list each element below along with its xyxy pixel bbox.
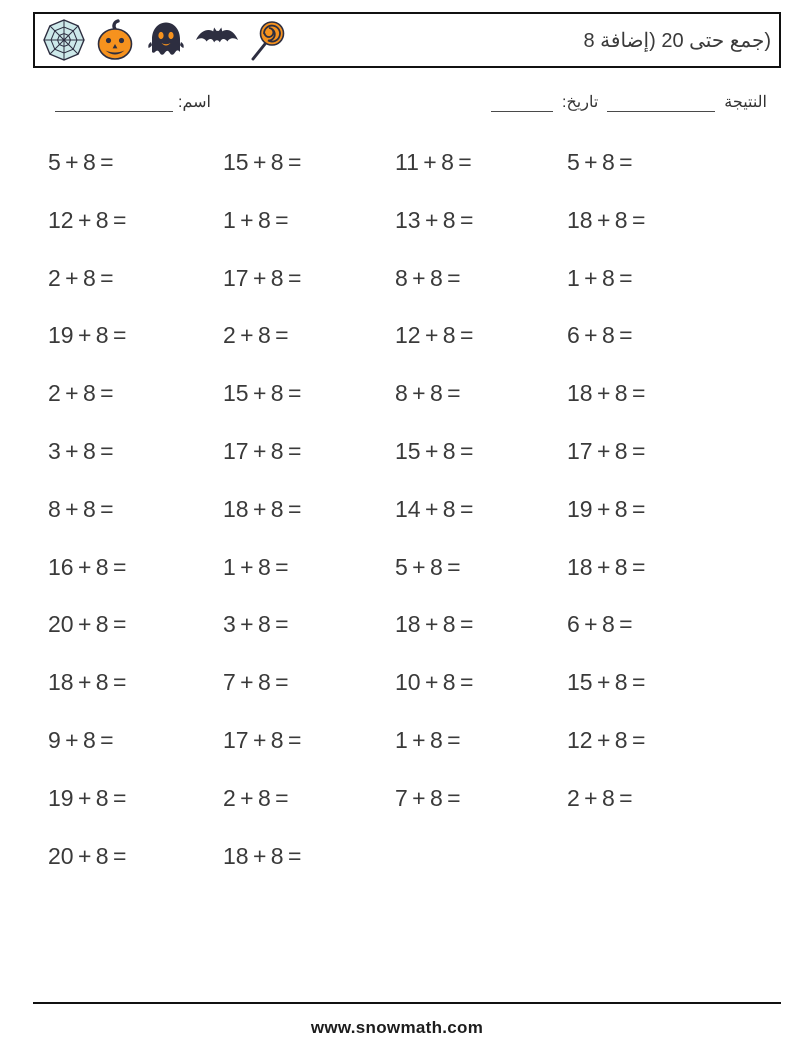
- problem-r4-c3: 12 + 8 =: [395, 322, 474, 348]
- problem-r1-c4: 5 + 8 =: [567, 149, 633, 175]
- problem-r3-c2: 17 + 8 =: [223, 265, 302, 291]
- problem-r5-c2: 15 + 8 =: [223, 380, 302, 406]
- problem-r9-c2: 3 + 8 =: [223, 611, 289, 637]
- problem-r10-c3: 10 + 8 =: [395, 669, 474, 695]
- problem-r12-c4: 2 + 8 =: [567, 785, 633, 811]
- problem-r4-c1: 19 + 8 =: [48, 322, 127, 348]
- name-label: اسم:: [178, 94, 211, 111]
- problem-r7-c2: 18 + 8 =: [223, 496, 302, 522]
- problem-r6-c2: 17 + 8 =: [223, 438, 302, 464]
- problem-r1-c3: 11 + 8 =: [395, 149, 472, 175]
- footer-divider: [33, 1002, 781, 1004]
- footer-url: www.snowmath.com: [310, 1018, 484, 1037]
- problem-r3-c4: 1 + 8 =: [567, 265, 633, 291]
- problem-r4-c4: 6 + 8 =: [567, 322, 633, 348]
- problem-r8-c4: 18 + 8 =: [567, 554, 646, 580]
- problem-r10-c2: 7 + 8 =: [223, 669, 289, 695]
- problem-r11-c2: 17 + 8 =: [223, 727, 302, 753]
- problem-r9-c3: 18 + 8 =: [395, 611, 474, 637]
- problem-r5-c3: 8 + 8 =: [395, 380, 461, 406]
- problem-r1-c2: 15 + 8 =: [223, 149, 302, 175]
- problem-r1-c1: 5 + 8 =: [48, 149, 114, 175]
- problem-r13-c2: 18 + 8 =: [223, 843, 302, 869]
- problem-r2-c1: 12 + 8 =: [48, 207, 127, 233]
- problem-r2-c3: 13 + 8 =: [395, 207, 474, 233]
- problem-r5-c1: 2 + 8 =: [48, 380, 114, 406]
- problem-r7-c4: 19 + 8 =: [567, 496, 646, 522]
- problem-r13-c1: 20 + 8 =: [48, 843, 127, 869]
- problem-r6-c1: 3 + 8 =: [48, 438, 114, 464]
- result-label: النتيجة: [724, 94, 767, 111]
- problem-r4-c2: 2 + 8 =: [223, 322, 289, 348]
- problem-r10-c1: 18 + 8 =: [48, 669, 127, 695]
- problem-r6-c4: 17 + 8 =: [567, 438, 646, 464]
- problem-r8-c1: 16 + 8 =: [48, 554, 127, 580]
- problem-r5-c4: 18 + 8 =: [567, 380, 646, 406]
- problem-r7-c1: 8 + 8 =: [48, 496, 114, 522]
- problem-r8-c3: 5 + 8 =: [395, 554, 461, 580]
- problem-r7-c3: 14 + 8 =: [395, 496, 474, 522]
- problem-r11-c1: 9 + 8 =: [48, 727, 114, 753]
- problem-r9-c1: 20 + 8 =: [48, 611, 127, 637]
- problem-r3-c1: 2 + 8 =: [48, 265, 114, 291]
- problem-r12-c2: 2 + 8 =: [223, 785, 289, 811]
- problem-r12-c1: 19 + 8 =: [48, 785, 127, 811]
- problem-r2-c2: 1 + 8 =: [223, 207, 289, 233]
- date-label: تاريخ:: [562, 94, 599, 111]
- problem-r2-c4: 18 + 8 =: [567, 207, 646, 233]
- problem-r9-c4: 6 + 8 =: [567, 611, 633, 637]
- problem-r3-c3: 8 + 8 =: [395, 265, 461, 291]
- problem-r11-c4: 12 + 8 =: [567, 727, 646, 753]
- problem-r6-c3: 15 + 8 =: [395, 438, 474, 464]
- problem-r8-c2: 1 + 8 =: [223, 554, 289, 580]
- problem-r12-c3: 7 + 8 =: [395, 785, 461, 811]
- problem-r11-c3: 1 + 8 =: [395, 727, 461, 753]
- worksheet-title: (جمع حتى 20 (إضافة 8: [583, 29, 771, 52]
- problem-r10-c4: 15 + 8 =: [567, 669, 646, 695]
